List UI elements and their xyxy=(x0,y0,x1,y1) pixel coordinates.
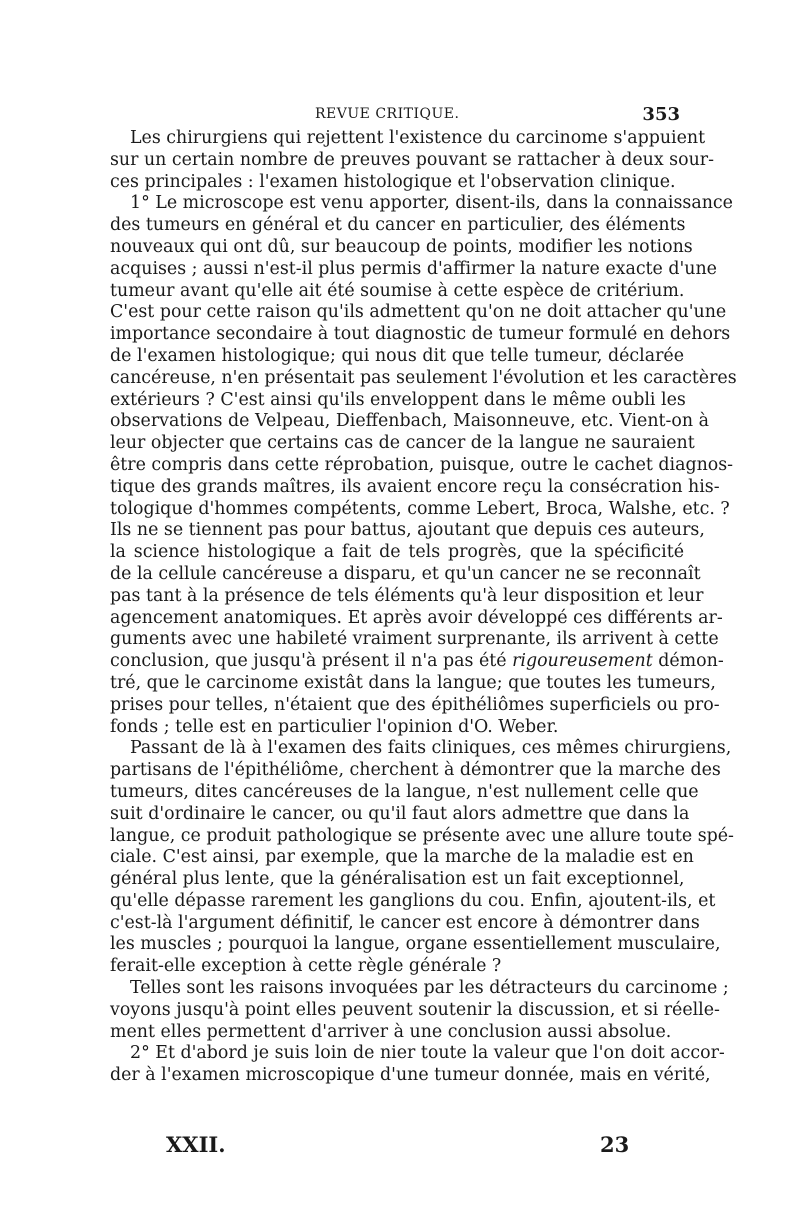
text-line: ment elles permettent d'arriver à une conclusion aussi absolue. xyxy=(110,1021,672,1042)
text-line: Les chirurgiens qui rejettent l'existence du carcinome s'appuient xyxy=(130,128,706,148)
text-line: nouveaux qui ont dû, sur beaucoup de points, modifier les notions xyxy=(110,236,693,257)
text-line: extérieurs ? C'est ainsi qu'ils enveloppent dans le même oubli les xyxy=(110,389,686,410)
body-text xyxy=(110,128,737,1087)
text-line: observations de Velpeau, Dieffenbach, Maisonneuve, etc. Vient-on à xyxy=(110,411,709,432)
running-title: REVUE CRITIQUE. xyxy=(315,106,460,122)
page-footer xyxy=(110,1132,684,1162)
text-line: la science histologique a fait de tels progrès, que la spécificité xyxy=(110,542,684,563)
text-line: partisans de l'épithéliôme, cherchent à démontrer que la marche des xyxy=(110,760,721,781)
text-line: pas tant à la présence de tels éléments qu'à leur disposition et leur xyxy=(110,585,704,606)
text-line: Ils ne se tiennent pas pour battus, ajoutant que depuis ces auteurs, xyxy=(110,520,705,541)
text-line: être compris dans cette réprobation, puisque, outre le cachet diagnos- xyxy=(110,454,734,475)
text-line: tumeur avant qu'elle ait été soumise à cette espèce de critérium. xyxy=(110,280,685,301)
text-line: tologique d'hommes compétents, comme Lebert, Broca, Walshe, etc. ? xyxy=(110,498,730,519)
text-line: guments avec une habileté vraiment surprenante, ils arrivent à cette xyxy=(110,629,719,650)
emphasis: rigoureusement xyxy=(512,651,653,672)
text-line: der à l'examen microscopique d'une tumeur donnée, mais en vérité, xyxy=(110,1065,711,1086)
text-line: fonds ; telle est en particulier l'opinion d'O. Weber. xyxy=(110,716,559,737)
text-line: leur objecter que certains cas de cancer de la langue ne sauraient xyxy=(110,433,695,454)
text-line: importance secondaire à tout diagnostic de tumeur formulé en dehors xyxy=(110,324,731,345)
text-line: 2° Et d'abord je suis loin de nier toute la valeur que l'on doit accor- xyxy=(130,1043,725,1064)
text-line: conclusion, que jusqu'à présent il n'a pas été rigoureusement démon- xyxy=(110,651,724,672)
text-line: langue, ce produit pathologique se présente avec une allure toute spé- xyxy=(110,825,734,846)
text-line: de l'examen histologique; qui nous dit que telle tumeur, déclarée xyxy=(110,345,684,366)
text-line: les muscles ; pourquoi la langue, organe essentiellement musculaire, xyxy=(110,934,721,955)
text-line: général plus lente, que la généralisation est un fait exceptionnel, xyxy=(110,869,685,890)
signature-mark: XXII. xyxy=(166,1132,226,1157)
running-head xyxy=(110,104,680,128)
text-line: Telles sont les raisons invoquées par les détracteurs du carcinome ; xyxy=(130,978,729,999)
text-line: suit d'ordinaire le cancer, ou qu'il faut alors admettre que dans la xyxy=(110,803,690,824)
text-line: ciale. C'est ainsi, par exemple, que la marche de la maladie est en xyxy=(110,847,694,868)
text-line: de la cellule cancéreuse a disparu, et qu'un cancer ne se reconnaît xyxy=(110,563,701,584)
text-line: Passant de là à l'examen des faits cliniques, ces mêmes chirurgiens, xyxy=(130,738,732,759)
text-line: tré, que le carcinome existât dans la langue; que toutes les tumeurs, xyxy=(110,672,716,693)
text-line: C'est pour cette raison qu'ils admettent qu'on ne doit attacher qu'une xyxy=(110,302,727,323)
text-line: tumeurs, dites cancéreuses de la langue, n'est nullement celle que xyxy=(110,781,699,802)
text-line: prises pour telles, n'étaient que des épithéliômes superficiels ou pro- xyxy=(110,694,720,715)
text-line: voyons jusqu'à point elles peuvent soutenir la discussion, et si réelle- xyxy=(110,999,720,1020)
text-line: ferait-elle exception à cette règle générale ? xyxy=(110,956,502,977)
text-line: sur un certain nombre de preuves pouvant se rattacher à deux sour- xyxy=(110,149,714,170)
text-line: des tumeurs en général et du cancer en particulier, des éléments xyxy=(110,215,686,236)
text-line: ces principales : l'examen histologique et l'observation clinique. xyxy=(110,171,676,192)
text-line: 1° Le microscope est venu apporter, disent-ils, dans la connaissance xyxy=(130,193,733,214)
sheet-number: 23 xyxy=(600,1132,630,1157)
text-line: qu'elle dépasse rarement les ganglions du cou. Enfin, ajoutent-ils, et xyxy=(110,890,716,911)
text-line: acquises ; aussi n'est-il plus permis d'affirmer la nature exacte d'une xyxy=(110,258,717,279)
text-line: tique des grands maîtres, ils avaient encore reçu la consécration his- xyxy=(110,476,720,497)
page-number: 353 xyxy=(642,104,680,125)
text-line: cancéreuse, n'en présentait pas seulement l'évolution et les caractères xyxy=(110,367,737,388)
text-line: agencement anatomiques. Et après avoir développé ces différents ar- xyxy=(110,607,723,628)
text-line: c'est-là l'argument définitif, le cancer est encore à démontrer dans xyxy=(110,912,700,933)
